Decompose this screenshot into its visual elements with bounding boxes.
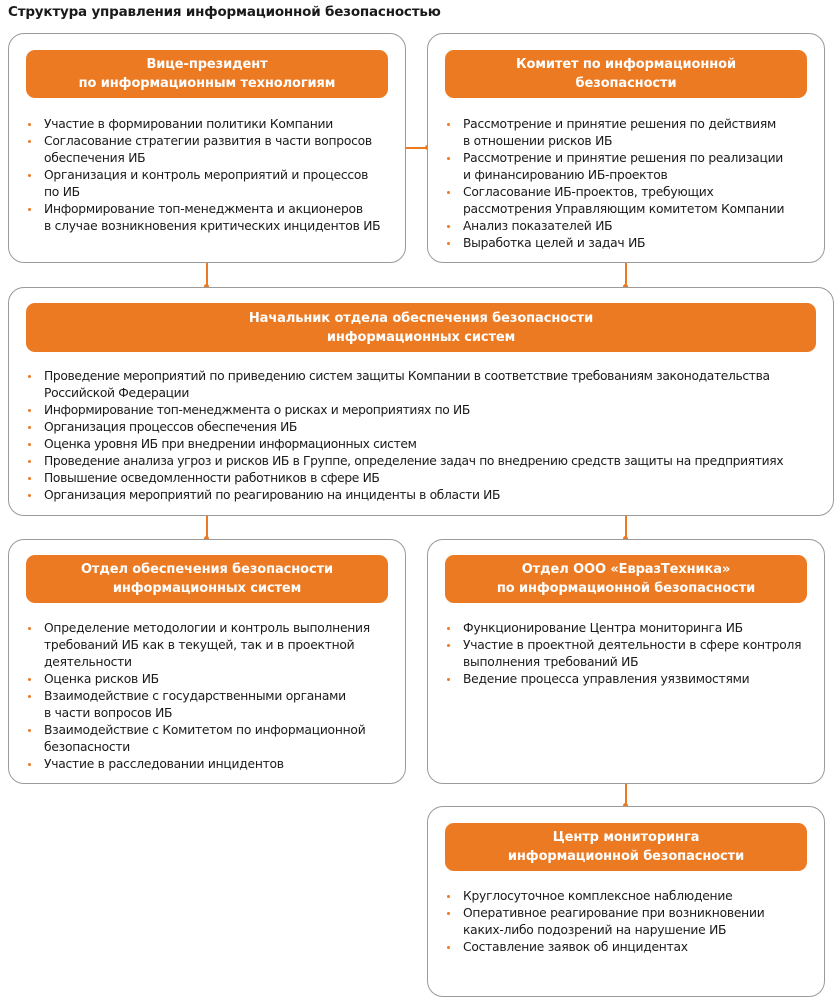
org-box-vice-president bbox=[8, 33, 406, 263]
list-item: Информирование топ-менеджмента и акционеров в случае возникновения критических инцидентов ИБ bbox=[26, 201, 401, 235]
list-item: Проведение анализа угроз и рисков ИБ в Группе, определение задач по внедрению средств защиты на предприятиях bbox=[26, 453, 826, 470]
list-item: Оценка уровня ИБ при внедрении информационных систем bbox=[26, 436, 826, 453]
org-box-evraztekhnika-department bbox=[427, 539, 825, 784]
list-item: Участие в проектной деятельности в сфере контроля выполнения требований ИБ bbox=[445, 637, 823, 671]
list-item: Участие в формировании политики Компании bbox=[26, 116, 401, 133]
org-box-monitoring-center bbox=[427, 806, 825, 997]
list-item: Информирование топ-менеджмента о рисках и мероприятиях по ИБ bbox=[26, 402, 826, 419]
org-box-header: Отдел обеспечения безопасности информационных систем bbox=[26, 555, 388, 603]
list-item: Рассмотрение и принятие решения по действиям в отношении рисков ИБ bbox=[445, 116, 820, 150]
list-item: Оперативное реагирование при возникновении каких-либо подозрений на нарушение ИБ bbox=[445, 905, 820, 939]
list-item: Функционирование Центра мониторинга ИБ bbox=[445, 620, 823, 637]
list-item: Участие в расследовании инцидентов bbox=[26, 756, 401, 773]
responsibility-list bbox=[26, 116, 401, 235]
list-item: Согласование ИБ-проектов, требующих рассмотрения Управляющим комитетом Компании bbox=[445, 184, 820, 218]
list-item: Ведение процесса управления уязвимостями bbox=[445, 671, 823, 688]
list-item: Согласование стратегии развития в части вопросов обеспечения ИБ bbox=[26, 133, 401, 167]
list-item: Организация и контроль мероприятий и процессов по ИБ bbox=[26, 167, 401, 201]
org-box-header: Вице-президент по информационным технологиям bbox=[26, 50, 388, 98]
list-item: Составление заявок об инцидентах bbox=[445, 939, 820, 956]
list-item: Повышение осведомленности работников в сфере ИБ bbox=[26, 470, 826, 487]
list-item: Круглосуточное комплексное наблюдение bbox=[445, 888, 820, 905]
responsibility-list bbox=[26, 620, 401, 773]
list-item: Проведение мероприятий по приведению систем защиты Компании в соответствие требованиям законодательства Российской Федерации bbox=[26, 368, 826, 402]
org-box-committee bbox=[427, 33, 825, 263]
list-item: Организация мероприятий по реагированию на инциденты в области ИБ bbox=[26, 487, 826, 504]
org-box-security-department bbox=[8, 539, 406, 784]
org-box-header: Комитет по информационной безопасности bbox=[445, 50, 807, 98]
diagram-title: Структура управления информационной безопасностью bbox=[8, 4, 441, 20]
connector-vp-committee bbox=[405, 147, 427, 149]
list-item: Оценка рисков ИБ bbox=[26, 671, 401, 688]
list-item: Взаимодействие с Комитетом по информационной безопасности bbox=[26, 722, 401, 756]
org-box-header: Отдел ООО «ЕвразТехника» по информационной безопасности bbox=[445, 555, 807, 603]
list-item: Рассмотрение и принятие решения по реализации и финансированию ИБ-проектов bbox=[445, 150, 820, 184]
list-item: Организация процессов обеспечения ИБ bbox=[26, 419, 826, 436]
responsibility-list bbox=[445, 888, 820, 956]
list-item: Выработка целей и задач ИБ bbox=[445, 235, 820, 252]
org-box-head-of-department bbox=[8, 287, 834, 516]
responsibility-list bbox=[445, 116, 820, 252]
responsibility-list bbox=[26, 368, 826, 504]
org-box-header: Центр мониторинга информационной безопасности bbox=[445, 823, 807, 871]
responsibility-list bbox=[445, 620, 823, 688]
list-item: Взаимодействие с государственными органами в части вопросов ИБ bbox=[26, 688, 401, 722]
list-item: Определение методологии и контроль выполнения требований ИБ как в текущей, так и в проектной деятельности bbox=[26, 620, 401, 671]
list-item: Анализ показателей ИБ bbox=[445, 218, 820, 235]
org-box-header: Начальник отдела обеспечения безопасности информационных систем bbox=[26, 303, 816, 352]
